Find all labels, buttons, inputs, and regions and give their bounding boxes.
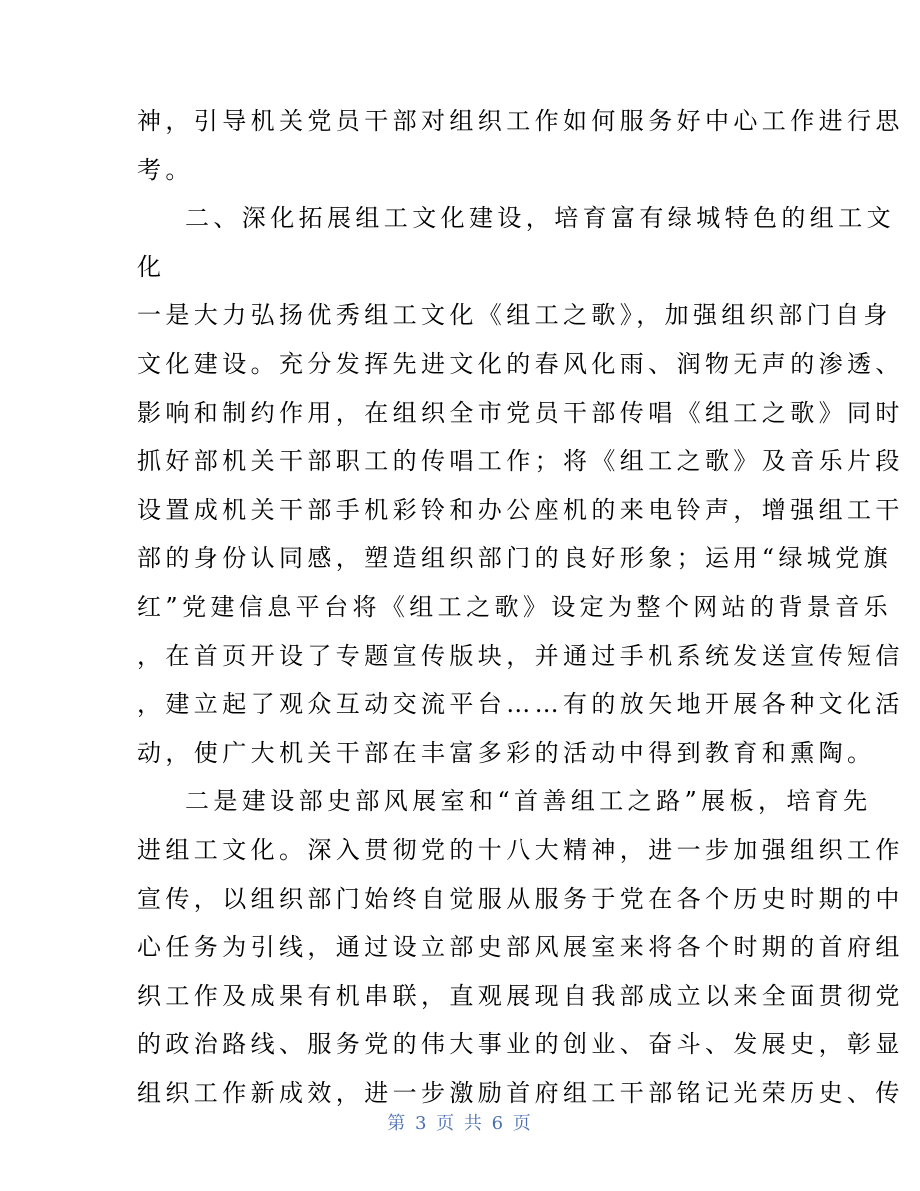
- text-line: 神，引导机关党员干部对组织工作如何服务好中心工作进行思: [137, 107, 904, 135]
- text-line: 部的身份认同感，塑造组织部门的良好形象；运用“绿城党旗: [137, 544, 893, 572]
- page-number-footer: 第 3 页 共 6 页: [387, 1113, 533, 1134]
- text-line: ，在首页开设了专题宣传版块，并通过手机系统发送宣传短信: [137, 642, 904, 670]
- section-heading-continued: 化: [137, 253, 166, 281]
- text-line: 进组工文化。深入贯彻党的十八大精神，进一步加强组织工作: [137, 836, 904, 864]
- text-line: 织工作及成果有机串联，直观展现自我部成立以来全面贯彻党: [137, 982, 904, 1010]
- text-line: 影响和制约作用，在组织全市党员干部传唱《组工之歌》同时: [137, 399, 904, 427]
- text-line: 动，使广大机关干部在丰富多彩的活动中得到教育和熏陶。: [137, 739, 876, 767]
- text-line: 设置成机关干部手机彩铃和办公座机的来电铃声，增强组工干: [137, 496, 904, 524]
- text-line: 宣传，以组织部门始终自觉服从服务于党在各个历史时期的中: [137, 885, 904, 913]
- text-line: 二是建设部史部风展室和“首善组工之路”展板，培育先: [185, 787, 872, 815]
- text-line: 考。: [137, 156, 194, 184]
- text-line: 组织工作新成效，进一步激励首府组工干部铭记光荣历史、传: [137, 1079, 904, 1107]
- text-line: 抓好部机关干部职工的传唱工作；将《组工之歌》及音乐片段: [137, 447, 904, 475]
- text-line: ，建立起了观众互动交流平台……有的放矢地开展各种文化活: [137, 690, 904, 718]
- text-line: 的政治路线、服务党的伟大事业的创业、奋斗、发展史，彰显: [137, 1030, 904, 1058]
- section-heading: 二、深化拓展组工文化建设，培育富有绿城特色的组工文: [185, 204, 895, 232]
- text-line: 红”党建信息平台将《组工之歌》设定为整个网站的背景音乐: [137, 593, 893, 621]
- text-line: 一是大力弘扬优秀组工文化《组工之歌》，加强组织部门自身: [137, 301, 892, 329]
- text-line: 文化建设。充分发挥先进文化的春风化雨、润物无声的渗透、: [137, 350, 904, 378]
- text-line: 心任务为引线，通过设立部史部风展室来将各个时期的首府组: [137, 933, 904, 961]
